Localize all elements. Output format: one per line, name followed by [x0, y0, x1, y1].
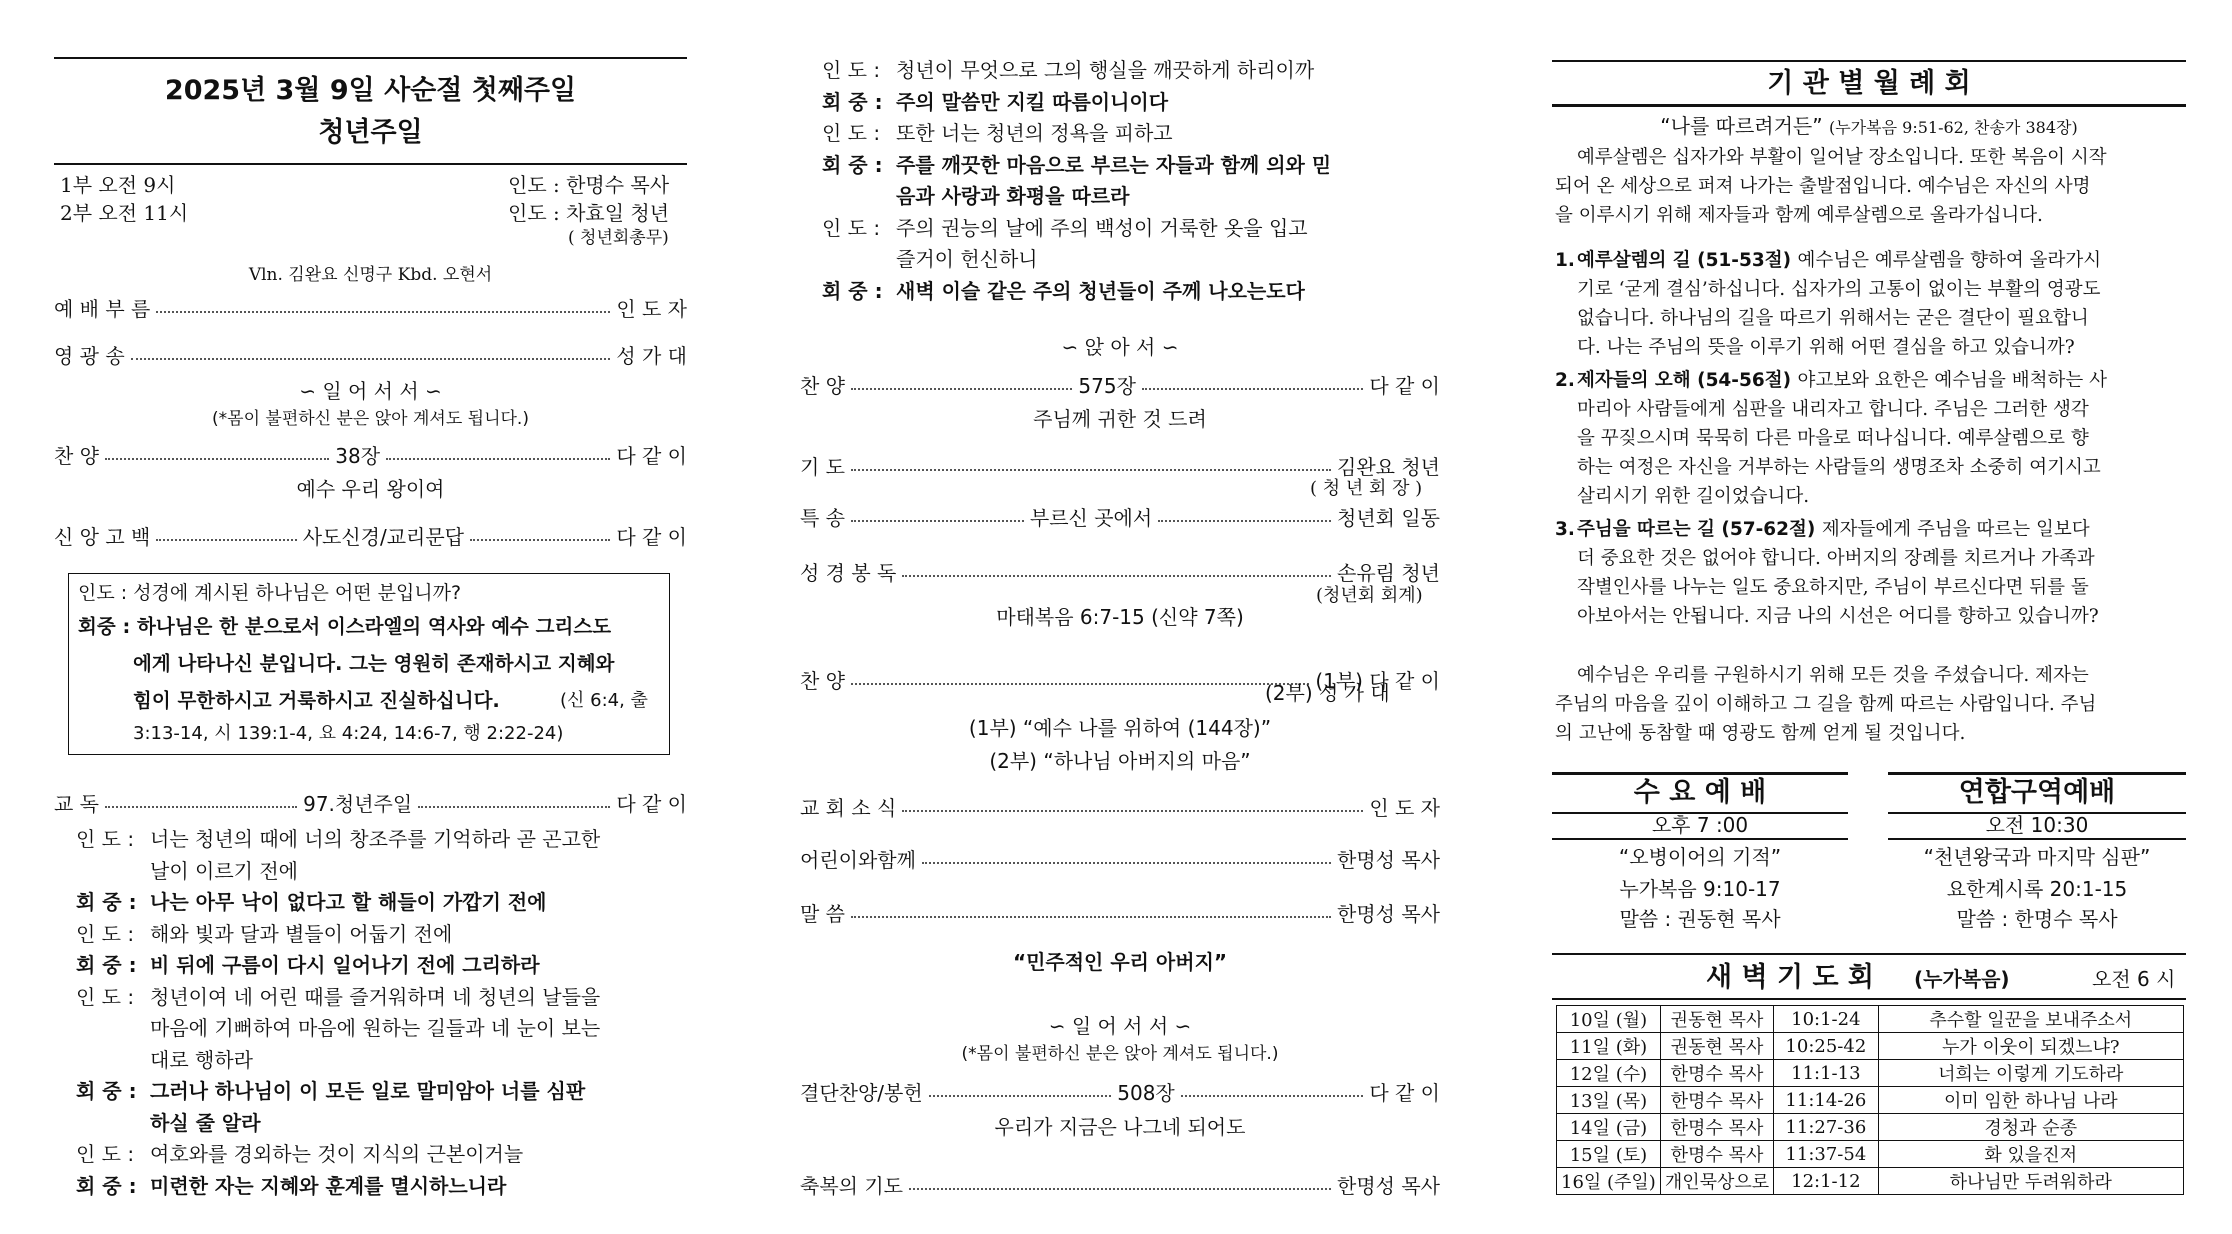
reading-line: [76, 1076, 676, 1108]
study-point-line: 더 중요한 것은 없어야 합니다. 아버지의 장례를 치르거나 가족과: [1577, 548, 2095, 569]
joint-preacher: 말씀 : 한명수 목사: [1956, 907, 2118, 931]
catechism-ref-2: 3:13-14, 시 139:1-4, 요 4:24, 14:6-7, 행 2:22-24): [133, 723, 564, 744]
order-special-song: [800, 502, 1440, 530]
catechism-answer-3: 힘이 무한하시고 거룩하시고 진실하십니다.: [133, 689, 500, 712]
order-right: 다 같 이: [1369, 373, 1440, 398]
order-label: 어린이와함께: [800, 847, 916, 872]
reading-line: [76, 1108, 676, 1140]
reading-text: 마음에 기뻐하여 마음에 원하는 길들과 네 눈이 보는: [150, 1016, 601, 1040]
dawn-rule-top: [1552, 953, 2186, 955]
anthem-2nd-service: (2부) 성 가 대: [1265, 681, 1390, 705]
theme-title: “나를 따르려거든”: [1660, 114, 1823, 138]
standing-note: ∽ 일 어 서 서 ∽: [299, 379, 442, 403]
table-row: [1557, 1114, 2184, 1141]
reading-line: [76, 1045, 676, 1077]
order-right: 김완요 청년: [1337, 454, 1440, 479]
catechism-question: 인도 : 성경에 계시된 하나님은 어떤 분입니까?: [78, 582, 462, 604]
catechism-answer-1: 회중 : 하나님은 한 분으로서 이스라엘의 역사와 예수 그리스도: [78, 615, 612, 638]
reading-speaker: 회 중 :: [76, 890, 137, 914]
study-point-heading: 주님을 따르는 길 (57-62절): [1577, 519, 1822, 540]
dawn-topic-cell: 추수할 일꾼을 보내주소서: [1878, 1006, 2183, 1033]
table-row: [1557, 1168, 2184, 1195]
leader-dots: [909, 1188, 1331, 1190]
reading-line: [76, 1139, 676, 1171]
study-point-heading: 예루살렘의 길 (51-53절): [1577, 250, 1798, 271]
intro-paragraph: [1555, 143, 2185, 230]
leader-dots: [851, 683, 1309, 685]
order-label: 성 경 봉 독: [800, 560, 897, 585]
dawn-topic-cell: 화 있을진저: [1878, 1141, 2183, 1168]
dawn-topic-cell: 하나님만 두려워하라: [1878, 1168, 2183, 1195]
reading-line: [822, 181, 1442, 213]
reading-speaker: 회 중 :: [76, 953, 137, 977]
dawn-date-cell: 10일 (월): [1557, 1006, 1661, 1033]
prayer-role: ( 청 년 회 장 ): [1310, 478, 1423, 499]
page-title: 2025년 3월 9일 사순절 첫째주일: [164, 75, 577, 106]
service-2-leader-role: ( 청년회총무): [568, 228, 669, 248]
order-prayer: [800, 451, 1440, 479]
paragraph-line: 의 고난에 동참할 때 영광도 함께 얻게 될 것입니다.: [1555, 723, 1966, 744]
leader-dots: [418, 806, 610, 808]
paragraph-line: 예수님은 우리를 구원하시기 위해 모든 것을 주셨습니다. 제자는: [1577, 665, 2089, 686]
theme-line: [1552, 113, 2186, 141]
reading-line: [76, 887, 676, 919]
leader-dots: [902, 810, 1363, 812]
paragraph-line: 되어 온 세상으로 퍼져 나가는 출발점입니다. 예수님은 자신의 사명: [1555, 176, 2091, 197]
order-right: (1부) 다 같 이: [1315, 668, 1440, 693]
reading-text: 또한 너는 청년의 정욕을 피하고: [896, 121, 1173, 145]
study-points: [1555, 246, 2185, 635]
dawn-verse-cell: 11:27-36: [1774, 1114, 1878, 1141]
reading-speaker: 인 도 :: [76, 921, 135, 946]
leader-dots: [902, 575, 1331, 577]
order-creed: [54, 521, 687, 549]
order-label: 기 도: [800, 454, 845, 479]
study-point: [1555, 246, 2185, 362]
dawn-leader-cell: 권동현 목사: [1660, 1006, 1773, 1033]
order-right: 한명성 목사: [1337, 1173, 1440, 1198]
study-point: [1555, 366, 2185, 511]
order-call-to-worship: [54, 293, 687, 321]
reading-text: 주의 말씀만 지킬 따름이니이다: [896, 89, 1169, 114]
dawn-verse-cell: 10:1-24: [1774, 1006, 1878, 1033]
order-mid: 사도신경/교리문답: [302, 524, 464, 549]
dawn-topic-cell: 이미 임한 하나님 나라: [1878, 1087, 2183, 1114]
reading-speaker: 인 도 :: [76, 827, 135, 851]
reading-text: 나는 아무 낙이 없다고 할 해들이 가깝기 전에: [150, 890, 547, 914]
leader-dots: [156, 311, 610, 313]
responsive-reading-middle: [822, 55, 1442, 307]
leader-dots: [922, 862, 1331, 864]
reading-text: 청년이 무엇으로 그의 행실을 깨끗하게 하리이까: [896, 58, 1315, 82]
order-commitment-offering: [800, 1077, 1440, 1105]
reading-speaker: 회 중 :: [822, 89, 883, 114]
scripture-passage: 마태복음 6:7-15 (신약 7쪽): [996, 605, 1244, 629]
reading-line: [76, 1013, 676, 1045]
leader-dots: [1181, 1095, 1364, 1097]
study-point-number: 2.: [1555, 370, 1575, 391]
leader-dots: [470, 539, 610, 541]
wednesday-service-title: 수 요 예 배: [1633, 777, 1767, 808]
reading-text: 비 뒤에 구름이 다시 일어나기 전에 그리하라: [150, 953, 540, 977]
order-right: 다 같 이: [1369, 1080, 1441, 1105]
order-right: 성 가 대: [616, 343, 687, 368]
dawn-date-cell: 14일 (금): [1557, 1114, 1661, 1141]
dawn-leader-cell: 개인묵상으로: [1660, 1168, 1773, 1195]
order-scripture-reading: [800, 557, 1440, 585]
reading-line: [76, 856, 676, 888]
table-row: [1557, 1087, 2184, 1114]
leader-dots: [131, 358, 611, 360]
table-row: [1557, 1141, 2184, 1168]
study-point-line: 작별인사를 나누는 일도 중요하지만, 주님이 부르신다면 뒤를 돌: [1577, 577, 2089, 598]
study-point-line: 기로 ‘굳게 결심’하십니다. 십자가의 고통이 없이는 부활의 영광도: [1577, 279, 2101, 300]
dawn-date-cell: 15일 (토): [1557, 1141, 1661, 1168]
table-row: [1557, 1006, 2184, 1033]
order-hymn: [54, 440, 687, 468]
study-point-number: 1.: [1555, 250, 1575, 271]
order-mid: 97.청년주일: [303, 791, 413, 816]
responsive-reading-left: [76, 824, 676, 1202]
reading-speaker: 회 중 :: [76, 1173, 137, 1198]
sitting-note: ∽ 앉 아 서 ∽: [1061, 335, 1179, 359]
standing-note-2: ∽ 일 어 서 서 ∽: [1048, 1014, 1192, 1038]
reading-text: 너는 청년의 때에 너의 창조주를 기억하라 곧 곤고한: [150, 827, 601, 851]
page-subtitle: 청년주일: [318, 117, 423, 148]
study-point-line: 을 꾸짖으시며 묵묵히 다른 마을로 떠나십니다. 예루살렘으로 향: [1577, 428, 2089, 449]
order-label: 교 독: [54, 791, 99, 816]
order-label: 말 씀: [800, 901, 845, 926]
dawn-date-cell: 13일 (목): [1557, 1087, 1661, 1114]
leader-dots: [851, 469, 1331, 471]
reading-speaker: 인 도 :: [822, 215, 881, 240]
order-announcements: [800, 792, 1440, 820]
order-right: 손유림 청년: [1337, 560, 1440, 585]
reading-line: [76, 824, 676, 856]
hymn-title: 예수 우리 왕이여: [296, 477, 445, 501]
reading-speaker: 인 도 :: [822, 58, 881, 82]
reading-line: [76, 919, 676, 951]
top-rule: [54, 57, 687, 59]
reading-line: [822, 150, 1442, 182]
dawn-verse-cell: 11:14-26: [1774, 1087, 1878, 1114]
reading-text: 그러나 하나님이 이 모든 일로 말미암아 너를 심판: [150, 1079, 586, 1103]
order-label: 찬 양: [800, 668, 845, 693]
joint-time: 오전 10:30: [1985, 813, 2089, 837]
order-gloria: [54, 340, 687, 368]
leader-dots: [1158, 520, 1331, 522]
reading-text: 날이 이르기 전에: [150, 858, 298, 883]
dawn-date-cell: 16일 (주일): [1557, 1168, 1661, 1195]
order-sermon: [800, 898, 1440, 926]
reading-text: 해와 빛과 달과 별들이 어둡기 전에: [150, 921, 453, 946]
reading-line: [76, 1171, 676, 1203]
reading-text: 주를 깨끗한 마음으로 부르는 자들과 함께 의와 믿: [896, 152, 1332, 177]
hymn-2-title: 주님께 귀한 것 드려: [1033, 407, 1207, 431]
order-mid: 508장: [1117, 1080, 1175, 1105]
reading-line: [822, 276, 1442, 308]
anthem-title-2: (2부) “하나님 아버지의 마음”: [989, 749, 1251, 773]
leader-dots: [386, 458, 610, 460]
order-hymn-2: [800, 370, 1440, 398]
study-point-line: 마리아 사람들에게 심판을 내리자고 합니다. 주님은 그러한 생각: [1577, 399, 2089, 420]
reading-line: [822, 244, 1442, 276]
study-point-line: 아보아서는 안됩니다. 지금 나의 시선은 어디를 향하고 있습니까?: [1577, 606, 2099, 627]
dawn-date-cell: 12일 (수): [1557, 1060, 1661, 1087]
paragraph-line: 을 이루시기 위해 제자들과 함께 예루살렘으로 올라가십니다.: [1555, 205, 2043, 226]
order-label: 교 회 소 식: [800, 795, 897, 820]
leader-dots: [929, 1095, 1112, 1097]
dawn-topic-cell: 너희는 이렇게 기도하라: [1878, 1060, 2183, 1087]
order-label: 신 앙 고 백: [54, 524, 151, 549]
study-point-line: 살리시기 위한 길이었습니다.: [1577, 486, 1810, 507]
reading-line: [76, 950, 676, 982]
order-right: 인 도 자: [616, 296, 687, 321]
joint-rule-2: [1888, 838, 2186, 840]
wednesday-sermon: “오병이어의 기적”: [1618, 845, 1782, 869]
order-label: 찬 양: [800, 373, 845, 398]
study-point-number: 3.: [1555, 519, 1575, 540]
dawn-topic-cell: 누가 이웃이 되겠느냐?: [1878, 1033, 2183, 1060]
study-point-line: 다. 나는 주님의 뜻을 이루기 위해 어떤 결심을 하고 있습니까?: [1577, 337, 2075, 358]
order-label: 예 배 부 름: [54, 296, 151, 321]
reading-speaker: 인 도 :: [822, 121, 881, 145]
service-1-time: 1부 오전 9시: [60, 173, 176, 197]
order-right: 다 같 이: [616, 524, 688, 549]
order-label: 영 광 송: [54, 343, 125, 368]
reading-text: 새벽 이슬 같은 주의 청년들이 주께 나오는도다: [896, 278, 1305, 303]
reading-line: [76, 982, 676, 1014]
wednesday-time: 오후 7 :00: [1651, 813, 1749, 837]
order-label: 축복의 기도: [800, 1173, 903, 1198]
reading-text: 대로 행하라: [150, 1047, 253, 1072]
wed-rule-2: [1552, 838, 1848, 840]
table-row: [1557, 1060, 2184, 1087]
reading-text: 하실 줄 알라: [150, 1110, 261, 1135]
reading-text: 주의 권능의 날에 주의 백성이 거룩한 옷을 입고: [896, 215, 1308, 240]
order-right: 청년회 일동: [1337, 505, 1440, 530]
reading-text: 음과 사랑과 화평을 따르라: [896, 184, 1130, 208]
dawn-prayer-schedule: [1556, 1005, 2184, 1195]
monthly-meeting-heading: 기 관 별 월 례 회: [1767, 68, 1971, 99]
musicians: Vln. 김완요 신명구 Kbd. 오현서: [248, 265, 493, 285]
wednesday-scripture: 누가복음 9:10-17: [1619, 877, 1781, 901]
leader-dots: [156, 539, 296, 541]
title-rule: [54, 163, 687, 165]
study-point-line: [1555, 515, 2185, 544]
closing-hymn-title: 우리가 지금은 나그네 되어도: [994, 1115, 1246, 1139]
joint-sermon: “천년왕국과 마지막 심판”: [1923, 845, 2151, 869]
leader-dots: [105, 806, 297, 808]
leader-dots: [851, 916, 1331, 918]
reading-speaker: 인 도 :: [76, 1142, 135, 1166]
study-point-text: 제자들에게 주님을 따르는 일보다: [1821, 519, 2090, 540]
joint-scripture: 요한계시록 20:1-15: [1946, 877, 2128, 901]
study-point-line: [1555, 246, 2185, 275]
joint-rule-top: [1888, 772, 2186, 775]
dawn-verse-cell: 10:25-42: [1774, 1033, 1878, 1060]
order-children: [800, 844, 1440, 872]
reading-text: 즐거이 헌신하니: [896, 247, 1038, 271]
leader-dots: [105, 458, 329, 460]
anthem-title-1: (1부) “예수 나를 위하여 (144장)”: [968, 716, 1272, 740]
dawn-prayer-book: (누가복음): [1914, 967, 2010, 991]
dawn-leader-cell: 한명수 목사: [1660, 1087, 1773, 1114]
leader-dots: [1142, 388, 1363, 390]
dawn-topic-cell: 경청과 순종: [1878, 1114, 2183, 1141]
order-benediction: [800, 1170, 1440, 1198]
catechism-answer-2: 에게 나타나신 분입니다. 그는 영원히 존재하시고 지혜와: [133, 652, 615, 675]
reading-text: 여호와를 경외하는 것이 지식의 근본이거늘: [150, 1142, 524, 1166]
order-right: 다 같 이: [616, 791, 687, 816]
paragraph-line: 주님의 마음을 깊이 이해하고 그 길을 함께 따르는 사람입니다. 주님: [1555, 694, 2097, 715]
joint-service-title: 연합구역예배: [1958, 777, 2116, 808]
dawn-verse-cell: 12:1-12: [1774, 1168, 1878, 1195]
leader-dots: [851, 388, 1072, 390]
study-point-text: 예수님은 예루살렘을 향하여 올라가시: [1797, 250, 2102, 271]
order-label: 특 송: [800, 505, 845, 530]
reading-text: 미련한 자는 지혜와 훈계를 멸시하느니라: [150, 1173, 507, 1198]
dawn-leader-cell: 한명수 목사: [1660, 1114, 1773, 1141]
wed-rule-top: [1552, 772, 1848, 775]
dawn-prayer-title: 새 벽 기 도 회: [1706, 962, 1875, 993]
reader-role: (청년회 회계): [1316, 585, 1423, 606]
reading-text: 청년이여 네 어린 때를 즐거워하며 네 청년의 날들을: [150, 984, 601, 1009]
order-mid: 부르신 곳에서: [1029, 505, 1153, 530]
study-point: [1555, 515, 2185, 631]
dawn-date-cell: 11일 (화): [1557, 1033, 1661, 1060]
study-point-line: [1555, 366, 2185, 395]
dawn-rule: [1552, 998, 2186, 1000]
reading-speaker: 회 중 :: [822, 152, 883, 177]
reading-speaker: 인 도 :: [76, 984, 135, 1009]
reading-speaker: 회 중 :: [822, 278, 883, 303]
study-point-line: 없습니다. 하나님의 길을 따르기 위해서는 굳은 결단이 필요합니: [1577, 308, 2089, 329]
leader-dots: [851, 520, 1024, 522]
order-mid: 575장: [1078, 373, 1136, 398]
paragraph-line: 예루살렘은 십자가와 부활이 일어날 장소입니다. 또한 복음이 시작: [1577, 147, 2107, 168]
order-label: 찬 양: [54, 443, 99, 468]
reading-line: [822, 213, 1442, 245]
dawn-verse-cell: 11:37-54: [1774, 1141, 1878, 1168]
closing-paragraph: [1555, 661, 2185, 748]
reading-line: [822, 118, 1442, 150]
study-point-heading: 제자들의 오해 (54-56절): [1577, 370, 1798, 391]
dawn-leader-cell: 한명수 목사: [1660, 1141, 1773, 1168]
service-2-leader: 인도 : 차효일 청년: [508, 201, 670, 225]
standing-sub-note: (*몸이 불편하신 분은 앉아 계셔도 됩니다.): [212, 409, 529, 429]
dawn-leader-cell: 한명수 목사: [1660, 1060, 1773, 1087]
catechism-ref-1: (신 6:4, 출: [560, 690, 648, 711]
table-row: [1557, 1033, 2184, 1060]
right-heading-rule: [1552, 104, 2186, 107]
order-right: 다 같 이: [616, 443, 687, 468]
standing-sub-note-2: (*몸이 불편하신 분은 앉아 계셔도 됩니다.): [961, 1044, 1279, 1064]
service-2-time: 2부 오전 11시: [60, 201, 189, 225]
dawn-leader-cell: 권동현 목사: [1660, 1033, 1773, 1060]
order-mid: 38장: [335, 443, 381, 468]
order-right: 한명성 목사: [1337, 901, 1440, 926]
reading-speaker: 회 중 :: [76, 1079, 137, 1103]
order-right: 한명성 목사: [1337, 847, 1440, 872]
theme-reference: (누가복음 9:51-62, 찬송가 384장): [1828, 118, 2078, 137]
wednesday-preacher: 말씀 : 권동현 목사: [1619, 907, 1781, 931]
dawn-prayer-time: 오전 6 시: [2092, 967, 2176, 991]
study-point-text: 야고보와 요한은 예수님을 배척하는 사: [1797, 370, 2107, 391]
reading-line: [822, 55, 1442, 87]
sermon-title: “민주적인 우리 아버지”: [1012, 950, 1228, 974]
order-right: 인 도 자: [1369, 795, 1440, 820]
service-1-leader: 인도 : 한명수 목사: [508, 173, 670, 197]
reading-line: [822, 87, 1442, 119]
order-responsive-reading: [54, 788, 687, 816]
dawn-verse-cell: 11:1-13: [1774, 1060, 1878, 1087]
right-top-rule: [1552, 60, 2186, 62]
study-point-line: 하는 여정은 자신을 거부하는 사람들의 생명조차 소중히 여기시고: [1577, 457, 2101, 478]
order-label: 결단찬양/봉헌: [800, 1080, 923, 1105]
